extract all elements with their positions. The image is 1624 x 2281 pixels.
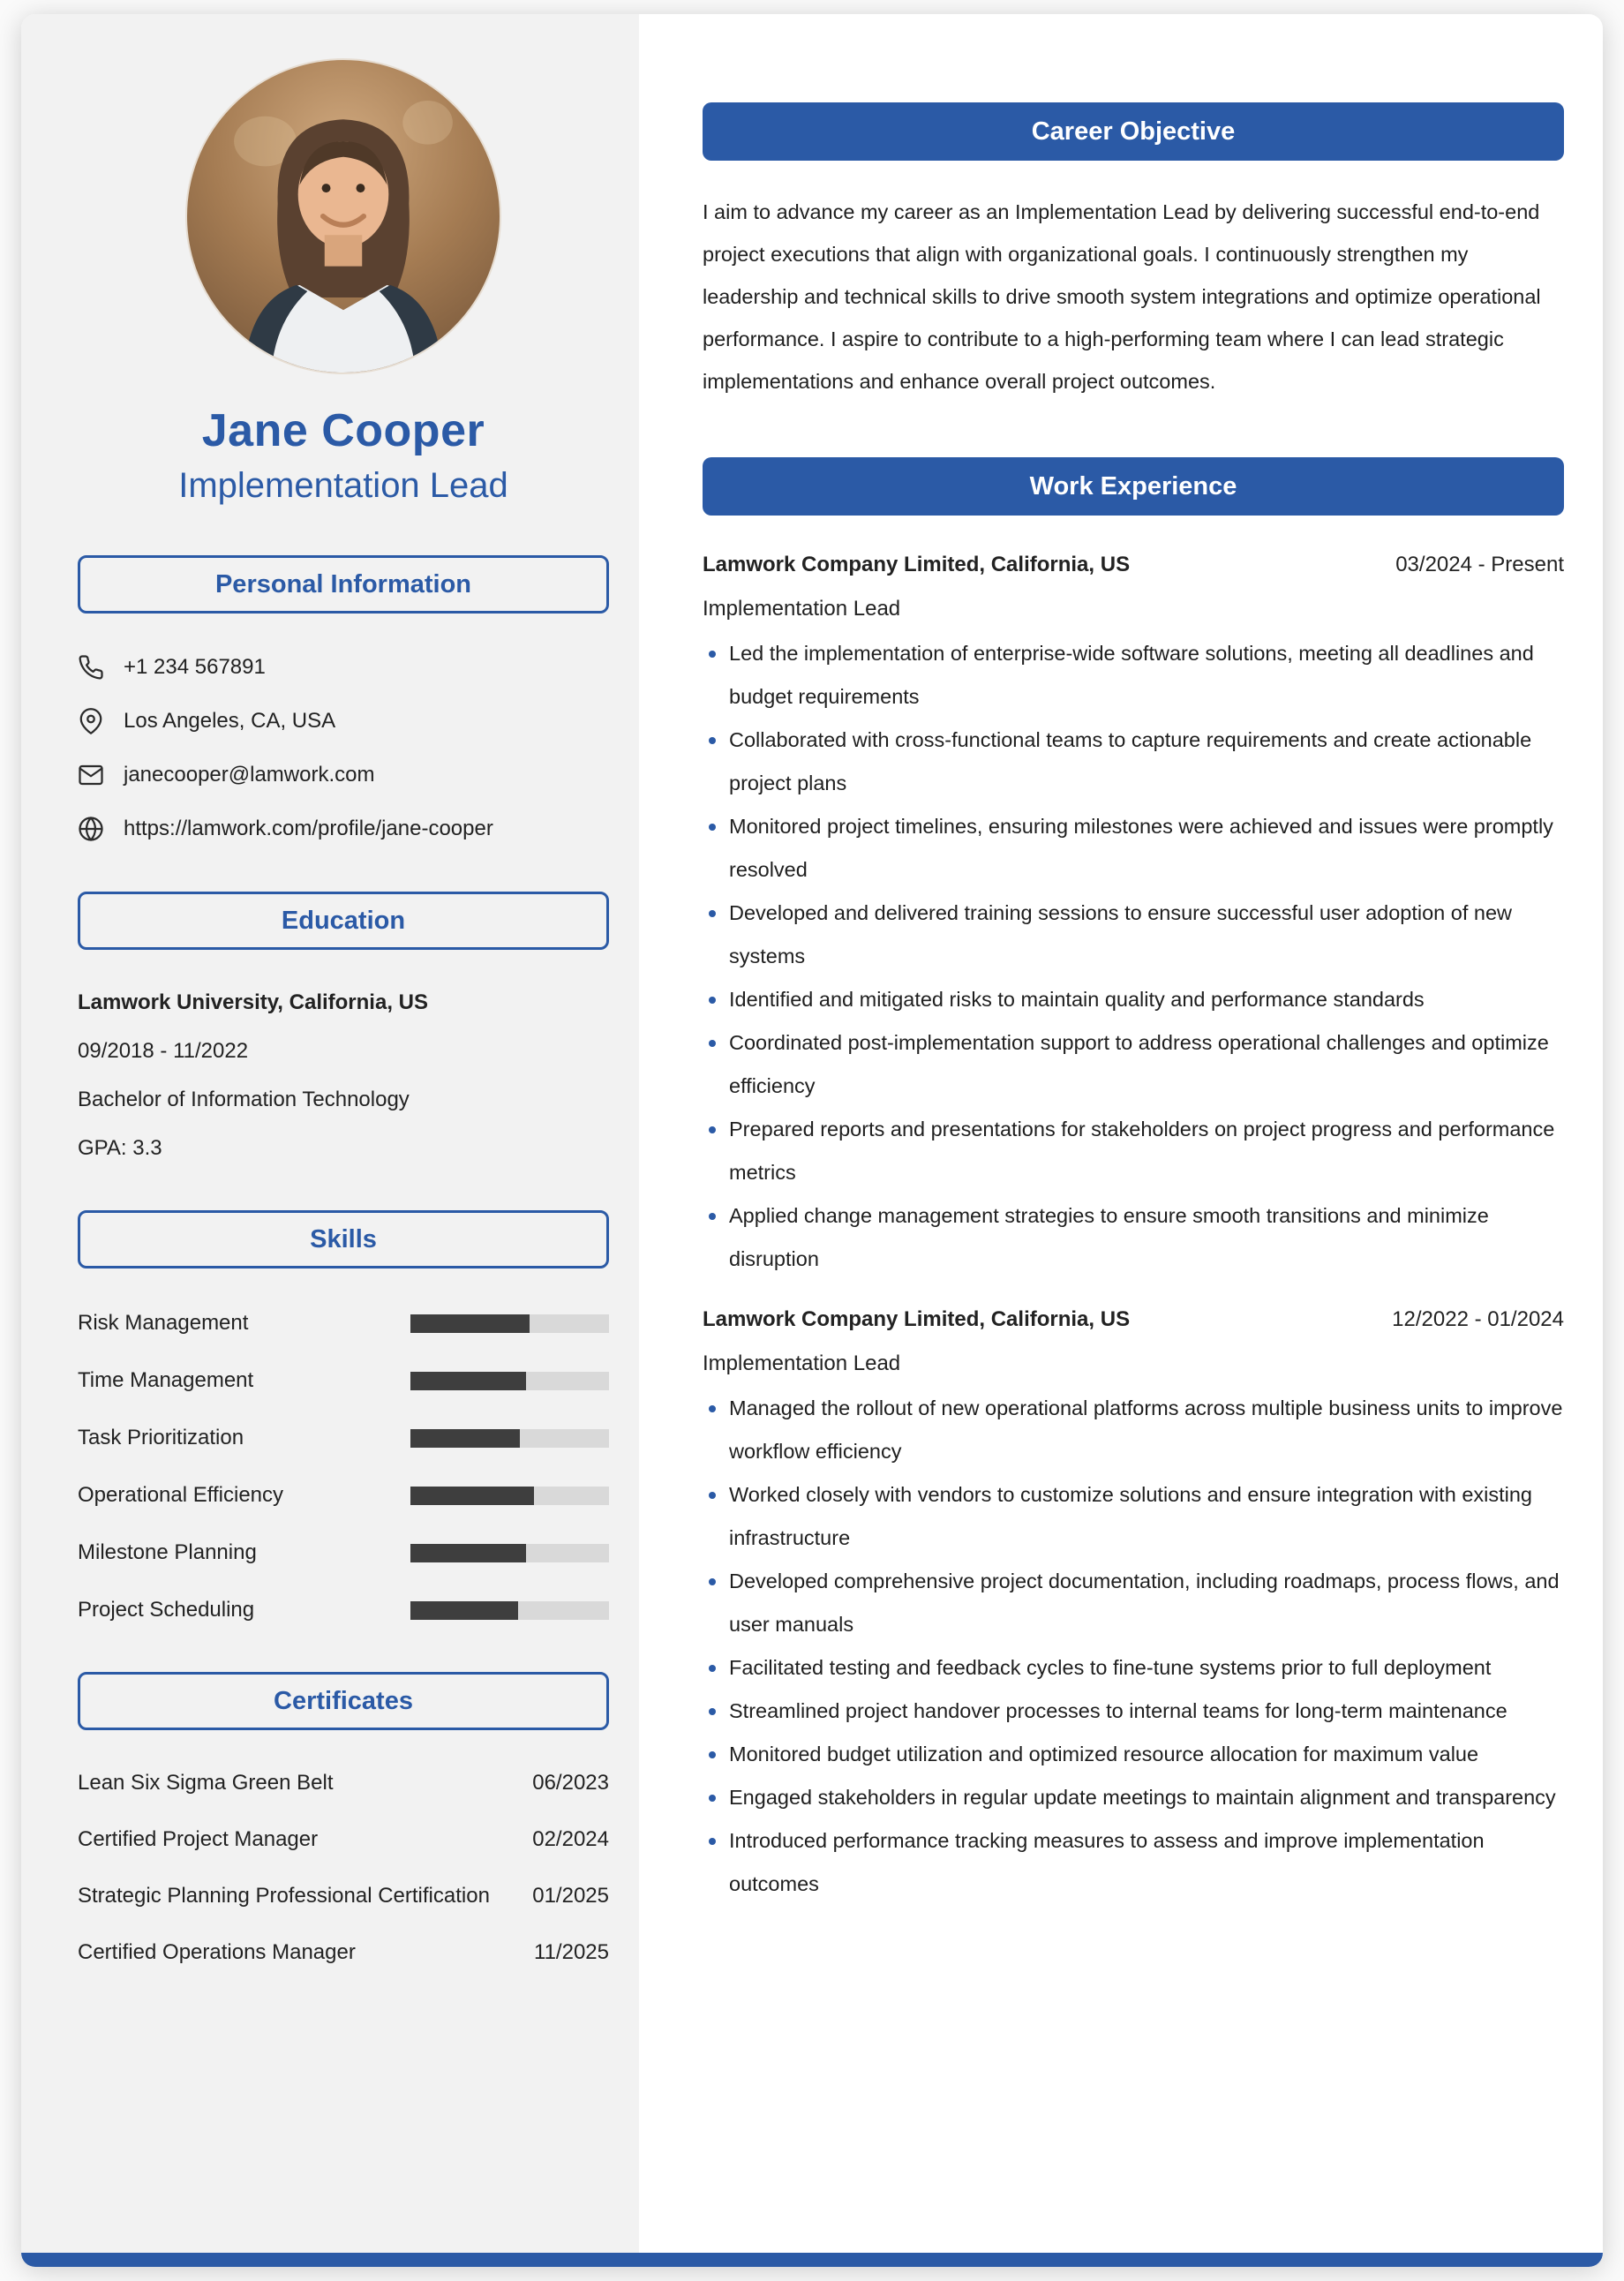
job-bullet: Streamlined project handover processes to internal teams for long-term maintenance <box>703 1690 1564 1733</box>
certificate-row <box>78 1884 609 1908</box>
job-bullet-list <box>703 1387 1564 1906</box>
skill-label: Milestone Planning <box>78 1540 257 1564</box>
contact-list <box>78 654 609 842</box>
job-header <box>703 1307 1564 1332</box>
job-bullet: Collaborated with cross-functional teams to capture requirements and create actionable project plans <box>703 719 1564 805</box>
work-experience-title: Work Experience <box>1029 471 1237 501</box>
skills-header <box>78 1210 609 1268</box>
job-list <box>703 553 1564 1906</box>
education-dates: 09/2018 - 11/2022 <box>78 1039 249 1063</box>
person-name: Jane Cooper <box>201 405 485 456</box>
skill-bar-track <box>410 1314 609 1333</box>
skill-bar-track <box>410 1372 609 1390</box>
skill-bar-track <box>410 1487 609 1505</box>
skill-row <box>78 1311 609 1336</box>
education-gpa: GPA: 3.3 <box>78 1136 162 1160</box>
job-header <box>703 553 1564 577</box>
career-objective-banner <box>703 102 1564 161</box>
job-bullet: Monitored budget utilization and optimized resource allocation for maximum value <box>703 1733 1564 1776</box>
person-job-title: Implementation Lead <box>178 466 508 505</box>
job-role: Implementation Lead <box>703 1351 901 1375</box>
contact-item-phone <box>78 654 609 681</box>
certificate-date: 01/2025 <box>532 1884 609 1908</box>
certificate-name: Strategic Planning Professional Certification <box>78 1884 490 1908</box>
job-bullet: Monitored project timelines, ensuring milestones were achieved and issues were promptly resolved <box>703 805 1564 892</box>
education-header <box>78 892 609 950</box>
skill-row <box>78 1426 609 1450</box>
person-portrait-icon <box>187 60 500 373</box>
job-bullet: Identified and mitigated risks to maintain quality and performance standards <box>703 978 1564 1021</box>
skill-row <box>78 1368 609 1393</box>
job-entry <box>703 1307 1564 1906</box>
personal-info-header-label: Personal Information <box>214 569 472 598</box>
job-entry <box>703 553 1564 1281</box>
phone-text: +1 234 567891 <box>124 655 266 679</box>
contact-item-location <box>78 708 609 734</box>
phone-icon <box>78 654 104 681</box>
career-objective-text: I aim to advance my career as an Implementation Lead by delivering successful end-to-end project executions that align with organizational goals. I continuously strengthen my leadership and technical skills to drive smooth system integrations and optimize operational performance. I aspire to contribute to a high-performing team where I can lead strategic implementations and enhance overall project outcomes. <box>703 200 1541 393</box>
skill-bar-fill <box>410 1601 518 1620</box>
main-column <box>639 14 1603 2267</box>
work-experience-banner <box>703 457 1564 516</box>
certificates-header <box>78 1672 609 1730</box>
skill-bar-track <box>410 1544 609 1562</box>
career-objective-title: Career Objective <box>1031 117 1236 146</box>
job-bullet: Led the implementation of enterprise-wide software solutions, meeting all deadlines and budget requirements <box>703 632 1564 719</box>
certificate-name: Lean Six Sigma Green Belt <box>78 1771 334 1795</box>
education-degree: Bachelor of Information Technology <box>78 1088 410 1111</box>
job-bullet: Worked closely with vendors to customize solutions and ensure integration with existing infrastructure <box>703 1473 1564 1560</box>
skill-bar-fill <box>410 1429 520 1448</box>
skill-bar-fill <box>410 1372 526 1390</box>
resume-card <box>21 14 1603 2267</box>
education-school: Lamwork University, California, US <box>78 990 428 1014</box>
job-role: Implementation Lead <box>703 597 901 621</box>
email-icon <box>78 762 104 788</box>
skill-row <box>78 1540 609 1565</box>
job-bullet: Engaged stakeholders in regular update meetings to maintain alignment and transparency <box>703 1776 1564 1819</box>
skill-label: Project Scheduling <box>78 1598 255 1622</box>
contact-item-email <box>78 762 609 788</box>
skill-label: Task Prioritization <box>78 1426 244 1449</box>
personal-info-header <box>78 555 609 614</box>
job-bullet: Applied change management strategies to ensure smooth transitions and minimize disruption <box>703 1194 1564 1281</box>
job-company: Lamwork Company Limited, California, US <box>703 553 1131 576</box>
job-dates: 03/2024 - Present <box>1395 553 1564 576</box>
education-header-label: Education <box>281 906 406 935</box>
certificate-list <box>78 1771 609 1965</box>
certificate-name: Certified Operations Manager <box>78 1940 356 1964</box>
contact-item-website <box>78 816 609 842</box>
job-dates: 12/2022 - 01/2024 <box>1392 1307 1564 1331</box>
skill-list <box>78 1311 609 1622</box>
certificate-date: 02/2024 <box>532 1827 609 1851</box>
globe-icon <box>78 816 104 842</box>
job-bullet: Managed the rollout of new operational platforms across multiple business units to improve workflow efficiency <box>703 1387 1564 1473</box>
location-icon <box>78 708 104 734</box>
skill-bar-fill <box>410 1487 534 1505</box>
job-bullet: Introduced performance tracking measures to assess and improve implementation outcomes <box>703 1819 1564 1906</box>
job-bullet-list <box>703 632 1564 1281</box>
skill-row <box>78 1598 609 1622</box>
job-bullet: Prepared reports and presentations for stakeholders on project progress and performance metrics <box>703 1108 1564 1194</box>
profile-photo <box>185 58 501 374</box>
job-bullet: Developed and delivered training sessions to ensure successful user adoption of new systems <box>703 892 1564 978</box>
skill-label: Time Management <box>78 1368 254 1392</box>
website-text: https://lamwork.com/profile/jane-cooper <box>124 817 493 840</box>
skill-bar-fill <box>410 1544 526 1562</box>
skill-label: Operational Efficiency <box>78 1483 284 1507</box>
footer-accent-bar <box>21 2253 1603 2267</box>
location-text: Los Angeles, CA, USA <box>124 709 336 733</box>
certificate-date: 11/2025 <box>534 1940 609 1964</box>
job-company: Lamwork Company Limited, California, US <box>703 1307 1131 1331</box>
job-bullet: Developed comprehensive project documentation, including roadmaps, process flows, and user manuals <box>703 1560 1564 1646</box>
skill-row <box>78 1483 609 1508</box>
skill-label: Risk Management <box>78 1311 249 1335</box>
skill-bar-track <box>410 1429 609 1448</box>
certificate-row <box>78 1827 609 1852</box>
skill-bar-track <box>410 1601 609 1620</box>
certificate-row <box>78 1771 609 1795</box>
certificates-header-label: Certificates <box>274 1686 413 1715</box>
certificate-row <box>78 1940 609 1965</box>
certificate-date: 06/2023 <box>532 1771 609 1795</box>
education-block <box>78 990 609 1161</box>
skills-header-label: Skills <box>310 1224 377 1253</box>
certificate-name: Certified Project Manager <box>78 1827 319 1851</box>
job-bullet: Facilitated testing and feedback cycles to fine-tune systems prior to full deployment <box>703 1646 1564 1690</box>
job-bullet: Coordinated post-implementation support to address operational challenges and optimize efficiency <box>703 1021 1564 1108</box>
email-text: janecooper@lamwork.com <box>124 763 375 787</box>
sidebar <box>21 14 639 2267</box>
skill-bar-fill <box>410 1314 530 1333</box>
